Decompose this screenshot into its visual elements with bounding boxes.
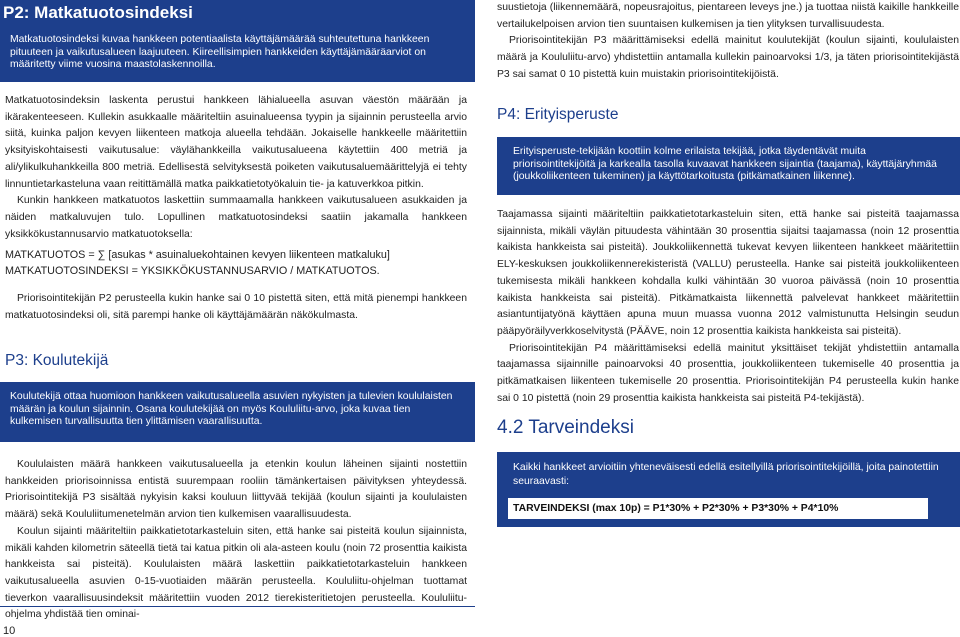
- page-number: 10: [3, 625, 16, 637]
- tarve-box: [497, 452, 960, 527]
- p4-box: [497, 137, 960, 195]
- section-title-p2: P2: Matkatuotosindeksi: [3, 3, 193, 22]
- p3-box-text: Koulutekijä ottaa huomioon hankkeen vaikutusalueella asuvien nykyisten ja tulevien koululaisten määrän ja koulun sijainnin. Osana koulutekijää on myös Koululiitu-arvo, joka kuvaa tien kulkemisen turvallisuutta tien ylittämisen vaaraIlisuutta.: [10, 391, 453, 428]
- p3-box: [0, 382, 475, 442]
- tarve-formula: [508, 498, 928, 519]
- p3-para-1: Koululaisten määrä hankkeen vaikutusalueella ja etenkin koulun läheinen sijainti nostettiin hankkeiden priorisoinnissa entistä suurempaan rooliin tämänkertaisen päivityksen yhteydessä. Priorisointitekijä P3 sisältää nykyisin kaksi kouluun liittyvää tekijää (koulun sijainti ja koululaisten määrä) sekä Koululiitumenetelmän arvion tien kulkemisen vaarallisuudesta.: [5, 459, 467, 521]
- p4-para-1: Taajamassa sijainti määriteltiin paikkatietotarkasteluin siten, että hanke sai pisteitä taajamassa sijainnista, mikäli väylän pituudesta vähintään 30 prosenttia sijaitsi taajamassa (noin 12 prosenttia kaikista hankkeista sai pisteitä). Joukkoliikennettä tukevat kevyen liikenteen hankkeet määritettiin ELY-keskuksen joukkoliikennerekisteristä (VALLU) perusteella. Hanke sai pisteitä joukkoliikenteen tukemisesta mikäli hankkeen kohdalla kulki vähintään 30 vuoroa päivässä (noin 10 prosenttia kaikista hankkeista sai pisteitä). Pitkämatkaista liikennettä palvelevat hankkeet määritettiin asiantuntijatyönä käyttäen apuna muun muassa vuonna 2012 valmistunutta Helsingin seudun pääpyöräilyverkkoselvitystä (PÄÄVE, noin 12 prosenttia kaikista hankkeista sai pisteitä).: [497, 209, 959, 337]
- p4-title: P4: Erityisperuste: [497, 106, 619, 123]
- p3-body: [5, 457, 467, 624]
- intro-box-text: Matkatuotosindeksi kuvaa hankkeen potentiaalista käyttäjämäärää suhteutettuna hankkeen pituuteen ja vaikutusalueen laajuuteen. Kiireellisimpien hankkeiden käyttäjämääräarviot on määritetty viime vuosina maastolaskennoilla.: [10, 34, 430, 71]
- right-para-1: suustietoja (liikennemäärä, nopeusrajoitus, pientareen leveys jne.) ja tuottaa niistä kaikille hankkeille vertailukelpoisen arvion tien suuntaisen kulkemisen ja tien ylityksen turvallisuudesta.: [497, 2, 959, 30]
- tarve-formula-text: TARVEINDEKSI (max 10p) = P1*30% + P2*30% + P3*30% + P4*10%: [513, 503, 839, 514]
- p2-para-2: Kunkin hankkeen matkatuotos laskettiin summaamalla hankkeen vaikutusalueen asukkaiden ja näiden matkaluvujen tulo. Lopullinen matkatuotosindeksi saatiin jakamalla hankkeen yksikkökustannusarvio matkatuotoksella:: [5, 195, 467, 240]
- tarve-box-text: Kaikki hankkeet arvioitiin yhteneväisesti edellä esitellyillä priorisointitekijöillä, joita painotettiin seuraavasti:: [513, 462, 939, 487]
- p2-para-3-wrap: [5, 291, 467, 324]
- right-top-body: [497, 0, 959, 84]
- formula-matkatuotosindeksi: MATKATUOTOSINDEKSI = YKSIKKÖKUSTANNUSARVIO / MATKATUOTOS.: [5, 265, 380, 277]
- p2-body: [5, 93, 467, 243]
- p4-box-text: Erityisperuste-tekijään koottiin kolme erilaista tekijää, jotka täydentävät muita priorisointitekijöitä ja karkealla tasolla kuvaavat hankkeen sijaintia (taajama), käyttäjäryhmää (joukkoliikenteen tukeminen) ja käyttötarkoitusta (pitkämatkainen liikenne).: [513, 146, 937, 183]
- p2-formulas: [5, 247, 467, 279]
- section-header-p2: [0, 0, 475, 26]
- formula-matkatuotos: MATKATUOTOS = ∑ [asukas * asuinaluekohtainen kevyen liikenteen matkaluku]: [5, 249, 390, 261]
- p2-para-3: Priorisointitekijän P2 perusteella kukin hanke sai 0 10 pistettä siten, että mitä pienempi hankkeen matkatuotosindeksi oli, sitä parempi hanke oli käyttäjämäärän näkökulmasta.: [5, 293, 467, 321]
- intro-box-p2: [0, 26, 475, 82]
- p4-body: [497, 207, 959, 407]
- p3-para-2: Koulun sijainti määriteltiin paikkatietotarkasteluin siten, että hanke sai pisteitä koulun sijainnista, mikäli kahden kilometrin säteellä tietä tai katua pitkin oli ala-asteen koulu (noin 72 prosenttia kaikista hankkeista sai pisteitä). Koululaisten määrä laskettiin paikkatietotarkasteluin hankkeen vaikutusalueella asuvien 0-15-vuotiaiden määrän perusteella. Koululiitu-ohjelman tuottamat tieverkon vaarallisuusindeksit määritettiin vuoden 2012 tierekisteritietojen perusteella. Koululiitu-ohjelma yhdistää tien ominai-: [5, 525, 467, 621]
- p4-para-2: Priorisointitekijän P4 määrittämiseksi edellä mainitut yksittäiset tekijät yhdistettiin antamalla taajamassa sijainnille painoarvoksi 40 prosenttia, joukkoliikenteen tukemiselle 40 prosenttia ja pitkämatkaisen liikenteen tukemiselle 20 prosenttia. Priorisointitekijän P4 perusteella kukin hanke sai 0 10 pistettä (noin 29 prosenttia kaikista hankkeista sai pisteitä P4-tekijästä).: [497, 342, 959, 404]
- p2-para-1: Matkatuotosindeksin laskenta perustui hankkeen lähialueella asuvan väestön määrään ja ikärakenteeseen. Kullekin asukkaalle määriteltiin asuinalueensa tyypin ja sijainnin perusteella arvio siitä, kuinka paljon kevyen liikenteen matkoja alueella tehdään. Jokaiselle hankkeelle määritettiin yksityiskohtaisesti vaikutusalue: väylähankkeilla vaikutusalueena käytettiin 400 metriä ja ali/ylikulkuhankkeilla 800 metriä. Edellisestä selvityksestä poiketen vaikutusaluemäärittelyjä ei tehty linnuntietarkasteluna vaan reitittämällä matka paikkatietotyökaluin tie- ja katuverkkoa pitkin.: [5, 95, 467, 190]
- p3-title: P3: Koulutekijä: [5, 352, 109, 369]
- bottom-rule: [0, 606, 475, 607]
- right-para-2: Priorisointitekijän P3 määrittämiseksi edellä mainitut koulutekijät (koulun sijainti, koululaisten määrä ja Koululiitu-arvo) yhdistettiin antamalla kullekin painoarvoksi 1/3, ja täten priorisointitekijästä P3 sai samat 0 10 pistettä kuin muistakin priorisointitekijöistä.: [497, 35, 959, 80]
- section-42-title: 4.2 Tarveindeksi: [497, 417, 634, 438]
